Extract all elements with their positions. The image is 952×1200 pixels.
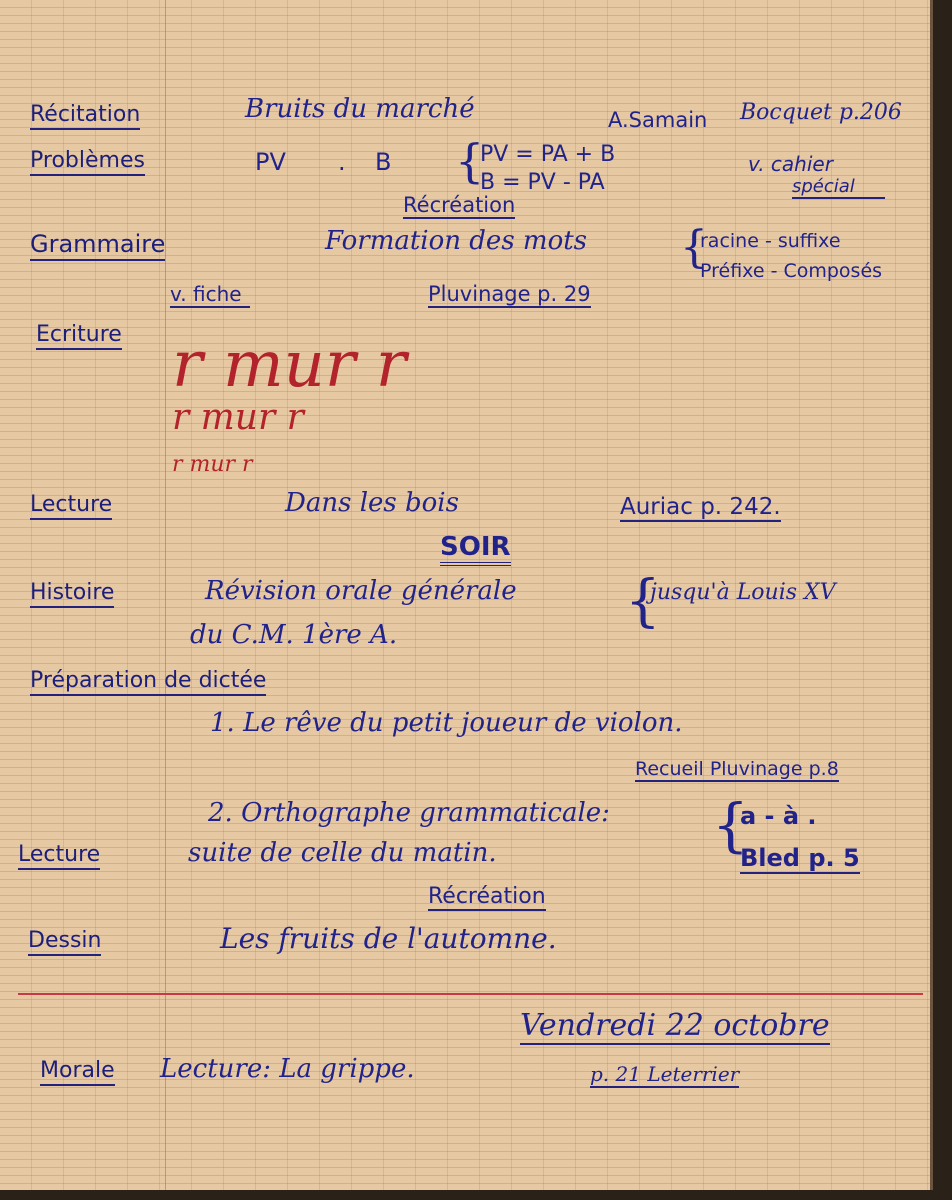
ecriture-row-1: r mur r	[172, 328, 407, 402]
grammaire-ref: Pluvinage p. 29	[428, 282, 591, 306]
lecture-2-text: suite de celle du matin.	[188, 838, 497, 868]
problemes-label: Problèmes	[30, 148, 145, 176]
ecriture-label: Ecriture	[36, 322, 122, 350]
grammaire-note2: Préfixe - Composés	[700, 260, 883, 282]
grammaire-title: Formation des mots	[325, 226, 588, 256]
recitation-label: Récitation	[30, 102, 140, 130]
recitation-author: A.Samain	[608, 108, 708, 132]
problemes-note1: v. cahier	[748, 152, 833, 176]
histoire-line-2: du C.M. 1ère A.	[190, 620, 398, 650]
dictee-2-note-1: a - à .	[740, 802, 817, 830]
lecture-1-label: Lecture	[30, 492, 112, 520]
ecriture-row-2: r mur r	[172, 397, 304, 438]
dessin-text: Les fruits de l'automne.	[220, 922, 557, 955]
morale-label: Morale	[40, 1058, 115, 1086]
recitation-ref: Bocquet p.206	[740, 100, 902, 125]
dictee-2-brace: {	[712, 791, 749, 859]
margin-line	[165, 0, 166, 1190]
recreation-1: Récréation	[403, 193, 516, 217]
recitation-title: Bruits du marché	[245, 94, 475, 124]
lecture-1-ref: Auriac p. 242.	[620, 494, 781, 520]
problemes-pv: PV	[255, 148, 286, 176]
grammaire-label: Grammaire	[30, 230, 165, 261]
grammaire-brace: {	[680, 222, 708, 273]
problemes-eq1: PV = PA + B	[480, 142, 616, 167]
soir-heading: SOIR	[440, 532, 511, 566]
dictee-1-text: 1. Le rêve du petit joueur de violon.	[210, 708, 683, 738]
problemes-note2: spécial	[792, 176, 885, 199]
histoire-line-1: Révision orale générale	[205, 576, 517, 606]
problemes-brace: {	[455, 134, 485, 188]
problemes-eq2: B = PV - PA	[480, 170, 605, 195]
problemes-b: B	[375, 148, 392, 176]
dessin-label: Dessin	[28, 928, 101, 956]
lecture-1-title: Dans les bois	[285, 488, 459, 518]
recreation-2: Récréation	[428, 884, 546, 909]
preparation-label: Préparation de dictée	[30, 668, 266, 696]
date-heading: Vendredi 22 octobre	[520, 1008, 830, 1043]
dictee-2-text: 2. Orthographe grammaticale:	[208, 798, 610, 828]
morale-text: Lecture: La grippe.	[160, 1054, 415, 1084]
lecture-2-label: Lecture	[18, 842, 100, 870]
grammaire-note1: racine - suffixe	[700, 230, 841, 252]
dictee-2-note-2: Bled p. 5	[740, 844, 860, 872]
histoire-note: jusqu'à Louis XV	[650, 580, 836, 605]
histoire-label: Histoire	[30, 580, 114, 608]
histoire-brace: {	[625, 569, 661, 634]
day-separator-line	[18, 993, 923, 995]
grammaire-fiche: v. fiche	[170, 282, 250, 308]
ecriture-row-3: r mur r	[172, 452, 253, 477]
morale-ref: p. 21 Leterrier	[590, 1062, 740, 1086]
problemes-dot: .	[338, 148, 346, 176]
dictee-1-ref: Recueil Pluvinage p.8	[635, 758, 839, 780]
